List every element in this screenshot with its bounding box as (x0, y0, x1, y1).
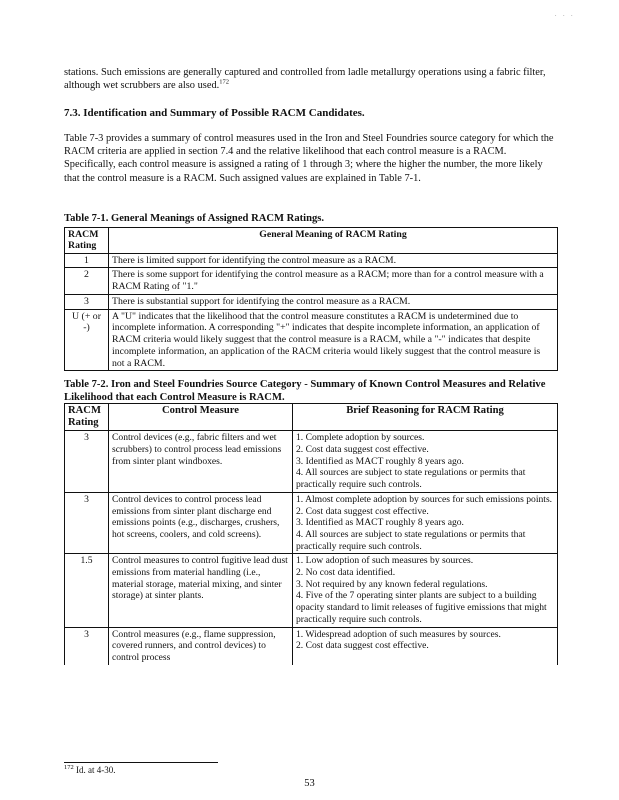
reason-item: 2. No cost data identified. (296, 567, 396, 579)
footnote-number: 172 (64, 764, 74, 771)
meaning-cell: A "U" indicates that the likelihood that the control measure constitutes a RACM is undetermined due to incomplete information. A corresponding "+" indicates that despite incomplete information, an application of RACM criteria would likely suggest that the control measure is a RACM, while a "-" indicates that despite incomplete information, an application of the RACM criteria would likely suggest that the control measure is not a RACM. (109, 309, 558, 371)
header-racm-rating: RACM Rating (65, 228, 109, 254)
control-measure-cell: Control devices (e.g., fabric filters and wet scrubbers) to control process lead emissions from sinter plant windboxes. (109, 431, 293, 493)
reason-item: 1. Low adoption of such measures by sources. (296, 555, 474, 567)
control-measures-table (64, 403, 558, 665)
control-measure-cell: Control devices to control process lead emissions from sinter plant discharge end emissions points (e.g., discharges, crushers, hot screens, coolers, and cold screens). (109, 492, 293, 554)
rating-cell: 2 (65, 268, 109, 295)
header-brief-reasoning: Brief Reasoning for RACM Rating (293, 404, 558, 431)
rating-cell: 3 (65, 294, 109, 309)
reason-item: 4. Five of the 7 operating sinter plants are subject to a building opacity standard to limit releases of fugitive emissions that might practically require such controls. (296, 590, 547, 625)
table2-caption: Table 7-2. Iron and Steel Foundries Source Category - Summary of Known Control Measures and Relative Likelihood that each Control Measure is RACM. (64, 379, 546, 403)
table-row (65, 253, 558, 268)
reasoning-cell (293, 554, 558, 627)
footnote-divider (64, 762, 218, 763)
section-heading: 7.3. Identification and Summary of Possible RACM Candidates. (64, 107, 365, 119)
rating-cell: 1.5 (65, 554, 109, 627)
reason-item: 3. Identified as MACT roughly 8 years ago. (296, 517, 464, 529)
table1-caption: Table 7-1. General Meanings of Assigned RACM Ratings. (64, 213, 325, 224)
table-row (65, 294, 558, 309)
reasoning-cell (293, 627, 558, 665)
reason-item: 1. Widespread adoption of such measures by sources. (296, 628, 501, 640)
rating-cell: 3 (65, 627, 109, 665)
scan-corner-mark: · · · (554, 12, 575, 20)
page-number: 53 (304, 778, 315, 789)
rating-cell: 3 (65, 431, 109, 493)
table-header-row (65, 404, 558, 431)
control-measure-cell: Control measures (e.g., flame suppression, covered runners, and control devices) to control process (109, 627, 293, 665)
header-general-meaning: General Meaning of RACM Rating (109, 228, 558, 254)
footnote (64, 765, 116, 776)
meaning-cell: There is limited support for identifying the control measure as a RACM. (109, 253, 558, 268)
footnote-reference: 172 (219, 78, 229, 86)
table-row (65, 492, 558, 554)
rating-cell: 1 (65, 253, 109, 268)
rating-cell: 3 (65, 492, 109, 554)
table-row (65, 268, 558, 295)
reason-item: 1. Almost complete adoption by sources for such emissions points. (296, 493, 553, 505)
reason-item: 2. Cost data suggest cost effective. (296, 505, 429, 517)
header-racm-rating: RACM Rating (65, 404, 109, 431)
control-measure-cell: Control measures to control fugitive lead dust emissions from material handling (i.e., material storage, material mixing, and sinter storage) at sinter plants. (109, 554, 293, 627)
reason-item: 2. Cost data suggest cost effective. (296, 640, 429, 652)
meaning-cell: There is substantial support for identifying the control measure as a RACM. (109, 294, 558, 309)
table-row (65, 431, 558, 493)
header-control-measure: Control Measure (109, 404, 293, 431)
table-row (65, 627, 558, 665)
table-header-row (65, 228, 558, 254)
footnote-text: Id. at 4-30. (76, 765, 116, 775)
rating-cell: U (+ or -) (65, 309, 109, 371)
reason-item: 2. Cost data suggest cost effective. (296, 444, 429, 456)
meaning-cell: There is some support for identifying the control measure as a RACM; more than for a control measure with a RACM Rating of "1." (109, 268, 558, 295)
intro-paragraph (64, 66, 558, 92)
table-row (65, 309, 558, 371)
racm-ratings-table (64, 227, 558, 371)
reasoning-cell (293, 431, 558, 493)
intro-paragraph-text: stations. Such emissions are generally captured and controlled from ladle metallurgy operations using a fabric filter, although wet scrubbers are also used. (64, 67, 546, 91)
reason-item: 3. Not required by any known federal regulations. (296, 578, 488, 590)
reason-item: 3. Identified as MACT roughly 8 years ago. (296, 455, 464, 467)
summary-paragraph: Table 7-3 provides a summary of control measures used in the Iron and Steel Foundries source category for which the RACM criteria are applied in section 7.4 and the relative likelihood that each control measure is a RACM. Specifically, each control measure is assigned a rating of 1 through 3; where the higher the number, the more likely that the control measure is a RACM. Such assigned values are explained in Table 7-1. (64, 133, 554, 184)
reason-item: 4. All sources are subject to state regulations or permits that practically require such controls. (296, 467, 526, 491)
reason-item: 4. All sources are subject to state regulations or permits that practically require such controls. (296, 528, 526, 552)
reason-item: 1. Complete adoption by sources. (296, 432, 425, 444)
table-row (65, 554, 558, 627)
reasoning-cell (293, 492, 558, 554)
